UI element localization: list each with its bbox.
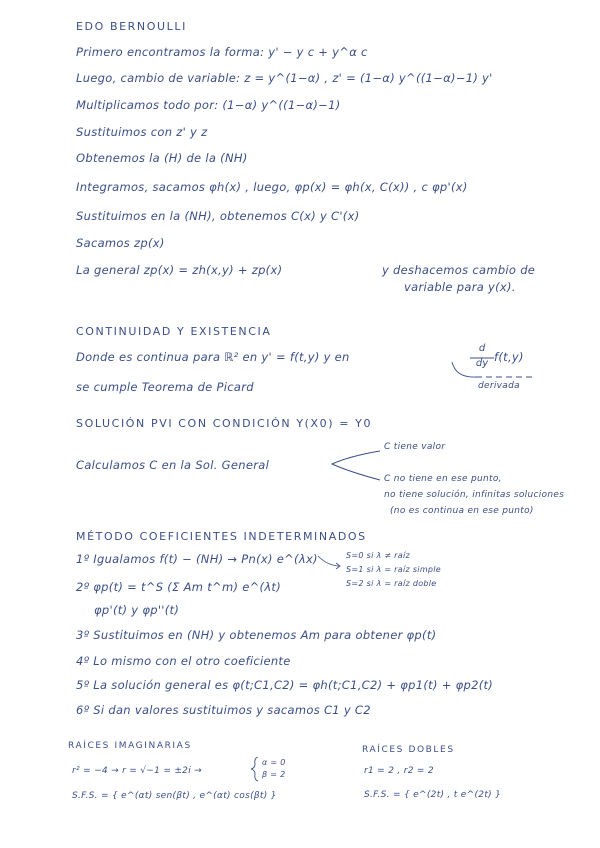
coef-step-3: 3º Sustituimos en (NH) y obtenemos Am para obtener φp(t) xyxy=(76,628,437,642)
pvi-left: Calculamos C en la Sol. General xyxy=(76,458,270,472)
coef-step-4: 4º Lo mismo con el otro coeficiente xyxy=(76,654,291,668)
imaginarias-title: RAÍCES IMAGINARIAS xyxy=(68,741,192,751)
alpha-beta-brace xyxy=(251,757,258,781)
imaginarias-beta: β = 2 xyxy=(262,770,286,779)
bernoulli-line-4: Sustituimos con z' y z xyxy=(76,125,208,139)
continuidad-title: CONTINUIDAD Y EXISTENCIA xyxy=(76,325,272,338)
coef-case-2: S=1 si λ = raíz simple xyxy=(346,565,442,574)
coef-step-2b: φp'(t) y φp''(t) xyxy=(94,603,180,617)
bernoulli-line-1: Primero encontramos la forma: y' − y c + y^α c xyxy=(76,45,368,59)
coef-case-3: S=2 si λ = raíz doble xyxy=(346,579,437,588)
bernoulli-line-11: variable para y(x). xyxy=(404,280,516,294)
bernoulli-line-6: Integramos, sacamos φh(x) , luego, φp(x) = φh(x, C(x)) , c φp'(x) xyxy=(76,180,468,194)
coef-step-2: 2º φp(t) = t^S (Σ Am t^m) e^(λt) xyxy=(76,580,282,594)
cases-arrow xyxy=(318,556,340,566)
fraction-denominator: dy xyxy=(475,358,489,369)
cases-arrow-head xyxy=(336,563,340,569)
imaginarias-alpha: α = 0 xyxy=(262,758,286,767)
bernoulli-line-9: La general zp(x) = zh(x,y) + zp(x) xyxy=(76,263,283,277)
coef-case-1: S=0 si λ ≠ raíz xyxy=(346,551,410,560)
bernoulli-line-3: Multiplicamos todo por: (1−α) y^((1−α)−1) xyxy=(76,98,341,112)
coef-step-6: 6º Si dan valores sustituimos y sacamos C1 y C2 xyxy=(76,703,371,717)
continuidad-line-2: se cumple Teorema de Picard xyxy=(76,380,254,394)
pvi-title: SOLUCIÓN PVI CON CONDICIÓN Y(X0) = Y0 xyxy=(76,417,373,430)
dobles-eq: r1 = 2 , r2 = 2 xyxy=(364,766,434,776)
pvi-branch-top: C tiene valor xyxy=(384,442,446,452)
pvi-branch-bracket xyxy=(332,451,380,480)
bernoulli-line-7: Sustituimos en la (NH), obtenemos C(x) y C'(x) xyxy=(76,209,360,223)
pvi-branch-bottom-1: C no tiene en ese punto, xyxy=(384,474,502,484)
bernoulli-line-10: y deshacemos cambio de xyxy=(382,263,536,277)
continuidad-function: f(t,y) xyxy=(494,350,524,364)
coef-step-5: 5º La solución general es φ(t;C1,C2) = φh(t;C1,C2) + φp1(t) + φp2(t) xyxy=(76,678,494,692)
imaginarias-sfs: S.F.S. = { e^(αt) sen(βt) , e^(αt) cos(βt) } xyxy=(72,791,277,801)
continuidad-line-1: Donde es continua para ℝ² en y' = f(t,y) y en xyxy=(76,350,350,364)
pvi-branch-bottom-2: no tiene solución, infinitas soluciones xyxy=(384,490,565,500)
coeficientes-title: MÉTODO COEFICIENTES INDETERMINADOS xyxy=(76,530,367,543)
bernoulli-title: EDO BERNOULLI xyxy=(76,20,187,33)
pvi-branch-bottom-3: (no es continua en ese punto) xyxy=(390,506,534,516)
coef-step-1: 1º Igualamos f(t) − (NH) → Pn(x) e^(λx) xyxy=(76,552,318,566)
bernoulli-line-8: Sacamos zp(x) xyxy=(76,236,165,250)
imaginarias-eq: r² = −4 → r = √−1 = ±2i → xyxy=(72,766,202,776)
bernoulli-line-5: Obtenemos la (H) de la (NH) xyxy=(76,151,248,165)
derivada-label: derivada xyxy=(478,381,520,391)
dobles-title: RAÍCES DOBLES xyxy=(362,745,455,755)
fraction-numerator: d xyxy=(478,343,486,354)
dobles-sfs: S.F.S. = { e^(2t) , t e^(2t) } xyxy=(364,790,502,800)
bernoulli-line-2: Luego, cambio de variable: z = y^(1−α) , z' = (1−α) y^((1−α)−1) y' xyxy=(76,71,493,85)
